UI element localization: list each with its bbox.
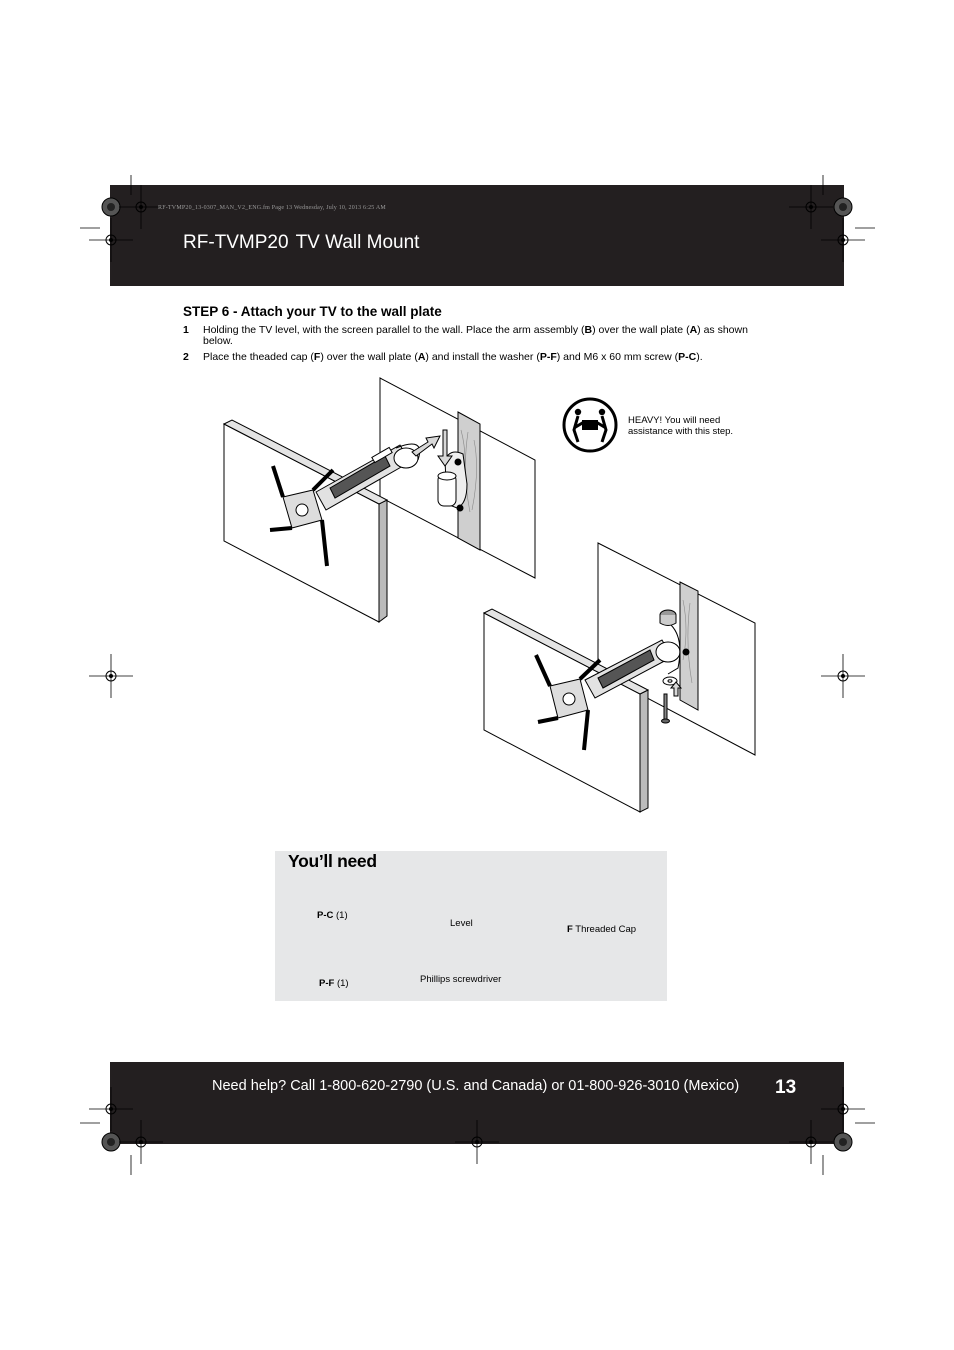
illustration-step-1 bbox=[224, 378, 535, 622]
registration-mark bbox=[821, 218, 865, 262]
registration-mark bbox=[119, 1120, 163, 1164]
registration-dot bbox=[834, 198, 852, 216]
washer-pf-caption bbox=[319, 978, 349, 989]
part-code: F bbox=[567, 924, 573, 935]
heavy-warning-text: HEAVY! You will need assistance with this step. bbox=[628, 415, 734, 437]
instruction-item bbox=[183, 352, 773, 363]
screw-pc-caption bbox=[317, 910, 348, 921]
youll-need-panel bbox=[275, 851, 667, 1001]
youll-need-title: You’ll need bbox=[288, 851, 377, 871]
model-number: RF-TVMP20 bbox=[183, 232, 289, 253]
part-qty: (1) bbox=[336, 910, 348, 921]
page-title bbox=[183, 232, 426, 254]
registration-mark bbox=[89, 654, 133, 698]
part-qty: (1) bbox=[336, 978, 349, 989]
illustration-step-2 bbox=[484, 543, 755, 812]
two-person-lift-icon bbox=[564, 399, 616, 451]
instruction-text: Holding the TV level, with the screen parallel to the wall. Place the arm assembly (B) over the wall plate (A) as shown below. bbox=[203, 324, 748, 347]
level-caption: Level bbox=[450, 918, 473, 929]
registration-mark bbox=[455, 1120, 499, 1164]
part-code: P-C bbox=[317, 910, 334, 921]
instruction-item bbox=[183, 325, 773, 347]
registration-dot bbox=[834, 1133, 852, 1151]
page-number: 13 bbox=[775, 1077, 797, 1098]
threaded-cap-installed bbox=[660, 610, 676, 626]
instruction-text: Place the theaded cap (F) over the wall plate (A) and install the washer (P-F) and M6 x 60 mm screw (P-C). bbox=[203, 351, 703, 363]
help-line: Need help? Call 1-800-620-2790 (U.S. and Canada) or 01-800-926-3010 (Mexico) bbox=[212, 1078, 740, 1094]
instruction-number: 1 bbox=[183, 324, 189, 336]
part-code: P-F bbox=[319, 978, 335, 989]
product-name: TV Wall Mount bbox=[295, 232, 420, 253]
file-slug: RF-TVMP20_13-0307_MAN_V2_ENG.fm Page 13 Wednesday, July 10, 2013 6:25 AM bbox=[158, 205, 386, 211]
registration-mark bbox=[89, 1087, 133, 1131]
registration-mark bbox=[821, 654, 865, 698]
registration-dot bbox=[102, 198, 120, 216]
instruction-number: 2 bbox=[183, 351, 189, 363]
registration-mark bbox=[789, 185, 833, 229]
registration-mark bbox=[789, 1120, 833, 1164]
registration-mark bbox=[821, 1087, 865, 1131]
wall-stud bbox=[680, 582, 698, 710]
part-name: Threaded Cap bbox=[575, 924, 637, 935]
registration-mark bbox=[119, 185, 163, 229]
threaded-cap-caption bbox=[567, 924, 636, 935]
registration-mark bbox=[89, 218, 133, 262]
step-heading: STEP 6 - Attach your TV to the wall plate bbox=[183, 304, 442, 319]
registration-dot bbox=[102, 1133, 120, 1151]
screwdriver-caption: Phillips screwdriver bbox=[420, 974, 502, 985]
